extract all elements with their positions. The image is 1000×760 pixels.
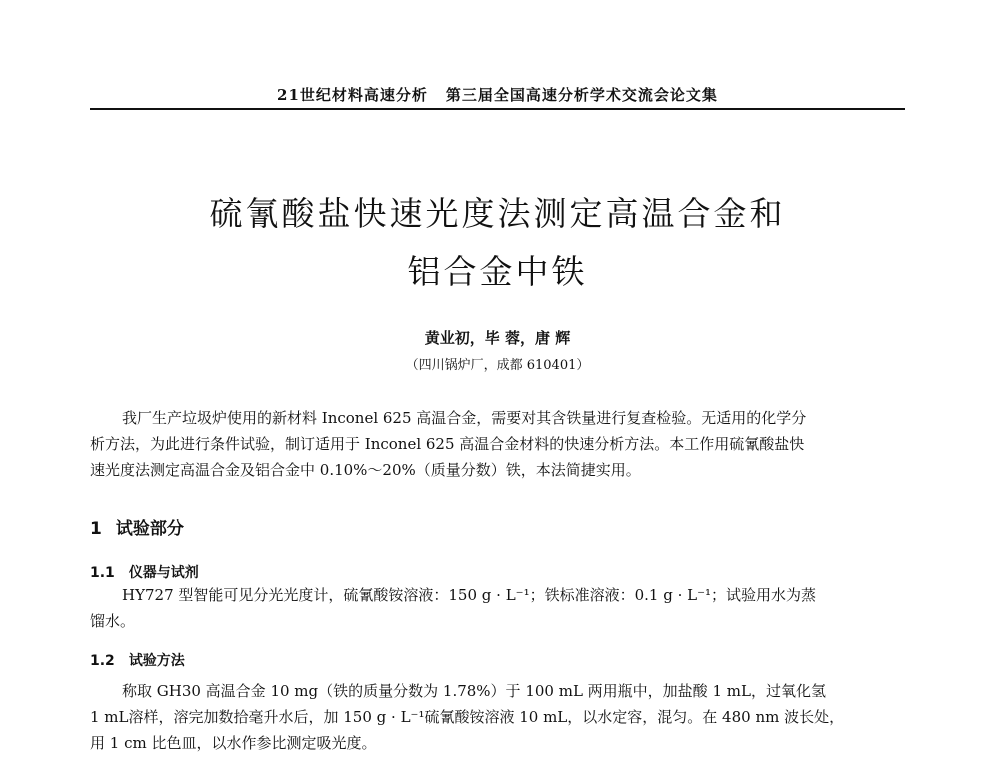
section-1-2-line-2: 1 mL溶样，溶完加数拾毫升水后，加 150 g · L⁻¹硫氰酸铵溶液 10 mL，以水定容，混匀。在 480 nm 波长处， [90,708,845,726]
header-rule [90,108,905,110]
section-1-2-line-1: 称取 GH30 高温合金 10 mg（铁的质量分数为 1.78%）于 100 mL 两用瓶中，加盐酸 1 mL，过氧化氢 [122,682,826,700]
section-1-2-title: 试验方法 [128,653,185,669]
series-title: 21世纪材料高速分析 [277,86,428,104]
proceedings-title: 第三届全国高速分析学术交流会论文集 [445,86,718,104]
paper-title-line-1: 硫氰酸盐快速光度法测定高温合金和 [209,194,786,233]
section-1-2-paragraph [90,678,905,756]
intro-paragraph [90,405,905,483]
section-1-title: 试验部分 [115,519,184,539]
intro-line-2: 析方法，为此进行条件试验，制订适用于 Inconel 625 高温合金材料的快速分析方法。本工作用硫氰酸盐快 [90,435,805,453]
authors: 黄业初，毕 蓉，唐 辉 [424,329,571,347]
affiliation: （四川锅炉厂，成都 610401） [405,358,590,373]
section-1-1-line-2: 馏水。 [90,612,136,630]
section-1-heading [90,514,184,539]
section-1-1-number: 1.1 [90,565,115,581]
intro-line-3: 速光度法测定高温合金及铝合金中 0.10%～20%（质量分数）铁，本法简捷实用。 [90,461,641,479]
section-1-number: 1 [90,519,102,539]
section-1-1-title: 仪器与试剂 [128,565,199,581]
section-1-1-paragraph [90,582,905,634]
paper-title-line-2: 铝合金中铁 [407,252,588,291]
section-1-1-line-1: HY727 型智能可见分光光度计，硫氰酸铵溶液：150 g · L⁻¹；铁标准溶液：0.1 g · L⁻¹；试验用水为蒸 [122,586,817,604]
section-1-2-line-3: 用 1 cm 比色皿，以水作参比测定吸光度。 [90,734,377,752]
section-1-1-heading [90,562,199,582]
intro-line-1: 我厂生产垃圾炉使用的新材料 Inconel 625 高温合金，需要对其含铁量进行复查检验。无适用的化学分 [122,409,807,427]
section-1-2-number: 1.2 [90,653,115,669]
section-1-2-heading [90,650,185,670]
running-header [90,84,905,105]
